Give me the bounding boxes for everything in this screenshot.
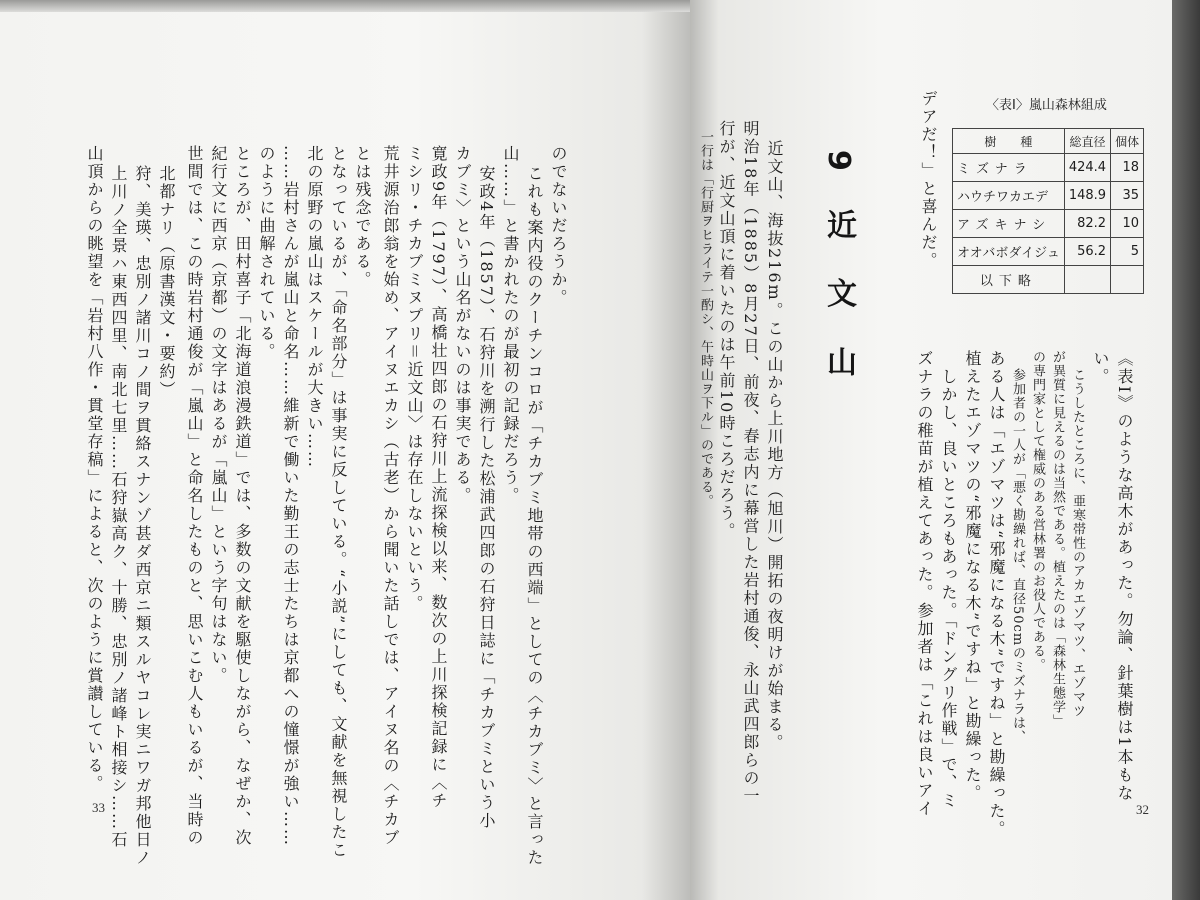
body-column-11: となっているが、「命名部分」は事実に反している。“小説”にしても、文献を無視したこ bbox=[329, 145, 348, 860]
table-caption: 〈表Ⅰ〉嵐山森林組成 bbox=[986, 98, 1107, 113]
forest-composition-table bbox=[952, 128, 1144, 294]
page-top-shadow bbox=[0, 0, 690, 12]
book-edge bbox=[1172, 0, 1200, 900]
page-number-left: 33 bbox=[92, 800, 105, 815]
species-cell: オオバボダイジュ bbox=[953, 238, 1065, 266]
diameter-cell: 82.2 bbox=[1064, 210, 1110, 238]
prev-column-3: い。 bbox=[1091, 350, 1110, 386]
body-column-12: とは残念である。 bbox=[353, 145, 372, 289]
prev-column-5: が異質に見えるのは当然である。植えたのは「森林生態学」 bbox=[1050, 350, 1065, 728]
table-row bbox=[953, 154, 1144, 182]
species-cell: アズキナシ bbox=[953, 210, 1065, 238]
table-row bbox=[953, 266, 1144, 294]
body-column-14: ミシリ・チカブミヌプリ＝近文山〉は存在しないという。 bbox=[405, 145, 424, 614]
table-row bbox=[953, 210, 1144, 238]
body-column-16: カブミ〉という山名がないのは事実である。 bbox=[453, 145, 472, 505]
species-cell: ミズナラ bbox=[953, 154, 1065, 182]
table-row bbox=[953, 182, 1144, 210]
quote-column: 一行は「行厨ヲヒライテ一酌シ、午時山ヲ下ル」のである。 bbox=[698, 130, 713, 508]
chapter-heading: 9 近 文 山 bbox=[821, 150, 856, 391]
count-cell: 35 bbox=[1111, 182, 1144, 210]
body-column-7: ところが、田村喜子「北海道浪漫鉄道」では、多数の文献を駆使しながら、なぜか、次 bbox=[233, 145, 252, 847]
body-column-4: 北都ナリ（原書漢文・要約） bbox=[157, 165, 176, 399]
body-column-19: これも案内役のクーチンコロが「チカブミ地帯の西端」としての〈チカブミ〉と言った bbox=[525, 165, 544, 867]
table-row bbox=[953, 238, 1144, 266]
prev-column-10: しかし、良いところもあった。「ドングリ作戦」で、ミ bbox=[939, 368, 958, 810]
prev-column-4: こうしたところに、亜寒帯性のアカエゾマツ、エゾマツ bbox=[1070, 368, 1085, 718]
diameter-cell: 56.2 bbox=[1064, 238, 1110, 266]
body-column-18: 山……」と書かれたのが最初の記録だろう。 bbox=[501, 145, 520, 505]
prev-column-11: ズナラの稚苗が植えてあった。参加者は「これは良いアイ bbox=[915, 350, 934, 818]
body-column-13: 荒井源治郎翁を始め、アイヌエカシ（古老）から聞いた話しでは、アイヌ名の〈チカブ bbox=[381, 145, 400, 847]
prev-column-2: 《表I》のような高木があった。勿論、針葉樹は1本もな bbox=[1115, 350, 1134, 803]
body-column-6: 紀行文に西京（京都）の文字はあるが「嵐山」という字句はない。 bbox=[209, 145, 228, 685]
body-column-2: 上川ノ全景ハ東西四里、南北七里……石狩嶽高ク、十勝、忠別ノ諸峰ト相接シ……石 bbox=[109, 165, 128, 849]
species-cell: 以下略 bbox=[953, 266, 1065, 294]
header-diameter: 総直径 bbox=[1064, 129, 1110, 154]
body-column-5: 世間では、この時岩村通俊が「嵐山」と命名したものと、思いこむ人もいるが、当時の bbox=[185, 145, 204, 847]
count-cell: 18 bbox=[1111, 154, 1144, 182]
species-cell: ハウチワカエデ bbox=[953, 182, 1065, 210]
body-column-3: 狩、美瑛、忠別ノ諸川コノ間ヲ貫絡スナンゾ甚ダ西京ニ類スルヤコレ実ニワガ邦他日ノ bbox=[133, 165, 152, 867]
prev-column-6: の専門家として権威のある営林署のお役人である。 bbox=[1030, 350, 1045, 672]
diameter-cell: 148.9 bbox=[1064, 182, 1110, 210]
diameter-cell: 424.4 bbox=[1064, 154, 1110, 182]
page-number-right: 32 bbox=[1136, 802, 1149, 817]
prev-column-1: デアだ！」と喜んだ。 bbox=[919, 90, 938, 270]
body-column-15: 寛政9年（1797）、高橋壮四郎の石狩川上流探検以来、数次の上川探検記録に〈チ bbox=[429, 145, 448, 810]
chapter-column-2: 明治18年（1885）8月27日、前夜、春志内に幕営した岩村通俊、永山武四郎らの一 bbox=[741, 120, 760, 806]
header-count: 個体 bbox=[1111, 129, 1144, 154]
prev-column-8: ある人は「エゾマツは“邪魔になる木”ですね」と勘繰った。 bbox=[987, 350, 1006, 839]
body-column-20: のでないだろうか。 bbox=[549, 145, 568, 307]
prev-column-7: 参加者の一人が「悪く勘繰れば、直径50cmのミズナラは、 bbox=[1010, 368, 1025, 745]
count-cell bbox=[1111, 266, 1144, 294]
body-column-1: 山頂からの眺望を「岩村八作・貫堂存稿」によると、次のように賞讃している。 bbox=[85, 145, 104, 793]
chapter-column-1: 近文山、海抜216m。この山から上川地方（旭川）開拓の夜明けが始まる。 bbox=[765, 140, 784, 752]
count-cell: 10 bbox=[1111, 210, 1144, 238]
body-column-17: 安政4年（1857）、石狩川を溯行した松浦武四郎の石狩日誌に「チカブミという小 bbox=[477, 165, 496, 830]
right-page bbox=[690, 0, 1172, 900]
diameter-cell bbox=[1064, 266, 1110, 294]
table-header-row bbox=[953, 129, 1144, 154]
count-cell: 5 bbox=[1111, 238, 1144, 266]
prev-column-9: 植えたエゾマツの“邪魔になる木”ですね」と勘繰った。 bbox=[963, 350, 982, 803]
header-species: 樹 種 bbox=[953, 129, 1065, 154]
body-column-8: のように曲解されている。 bbox=[257, 145, 276, 361]
body-column-10: 北の原野の嵐山はスケールが大きい…… bbox=[305, 145, 324, 469]
body-column-9: ……岩村さんが嵐山と命名……維新で働いた勤王の志士たちは京都への憧憬が強い…… bbox=[281, 145, 300, 847]
chapter-column-3: 行が、近文山頂に着いたのは午前10時ころだろう。 bbox=[717, 120, 736, 541]
